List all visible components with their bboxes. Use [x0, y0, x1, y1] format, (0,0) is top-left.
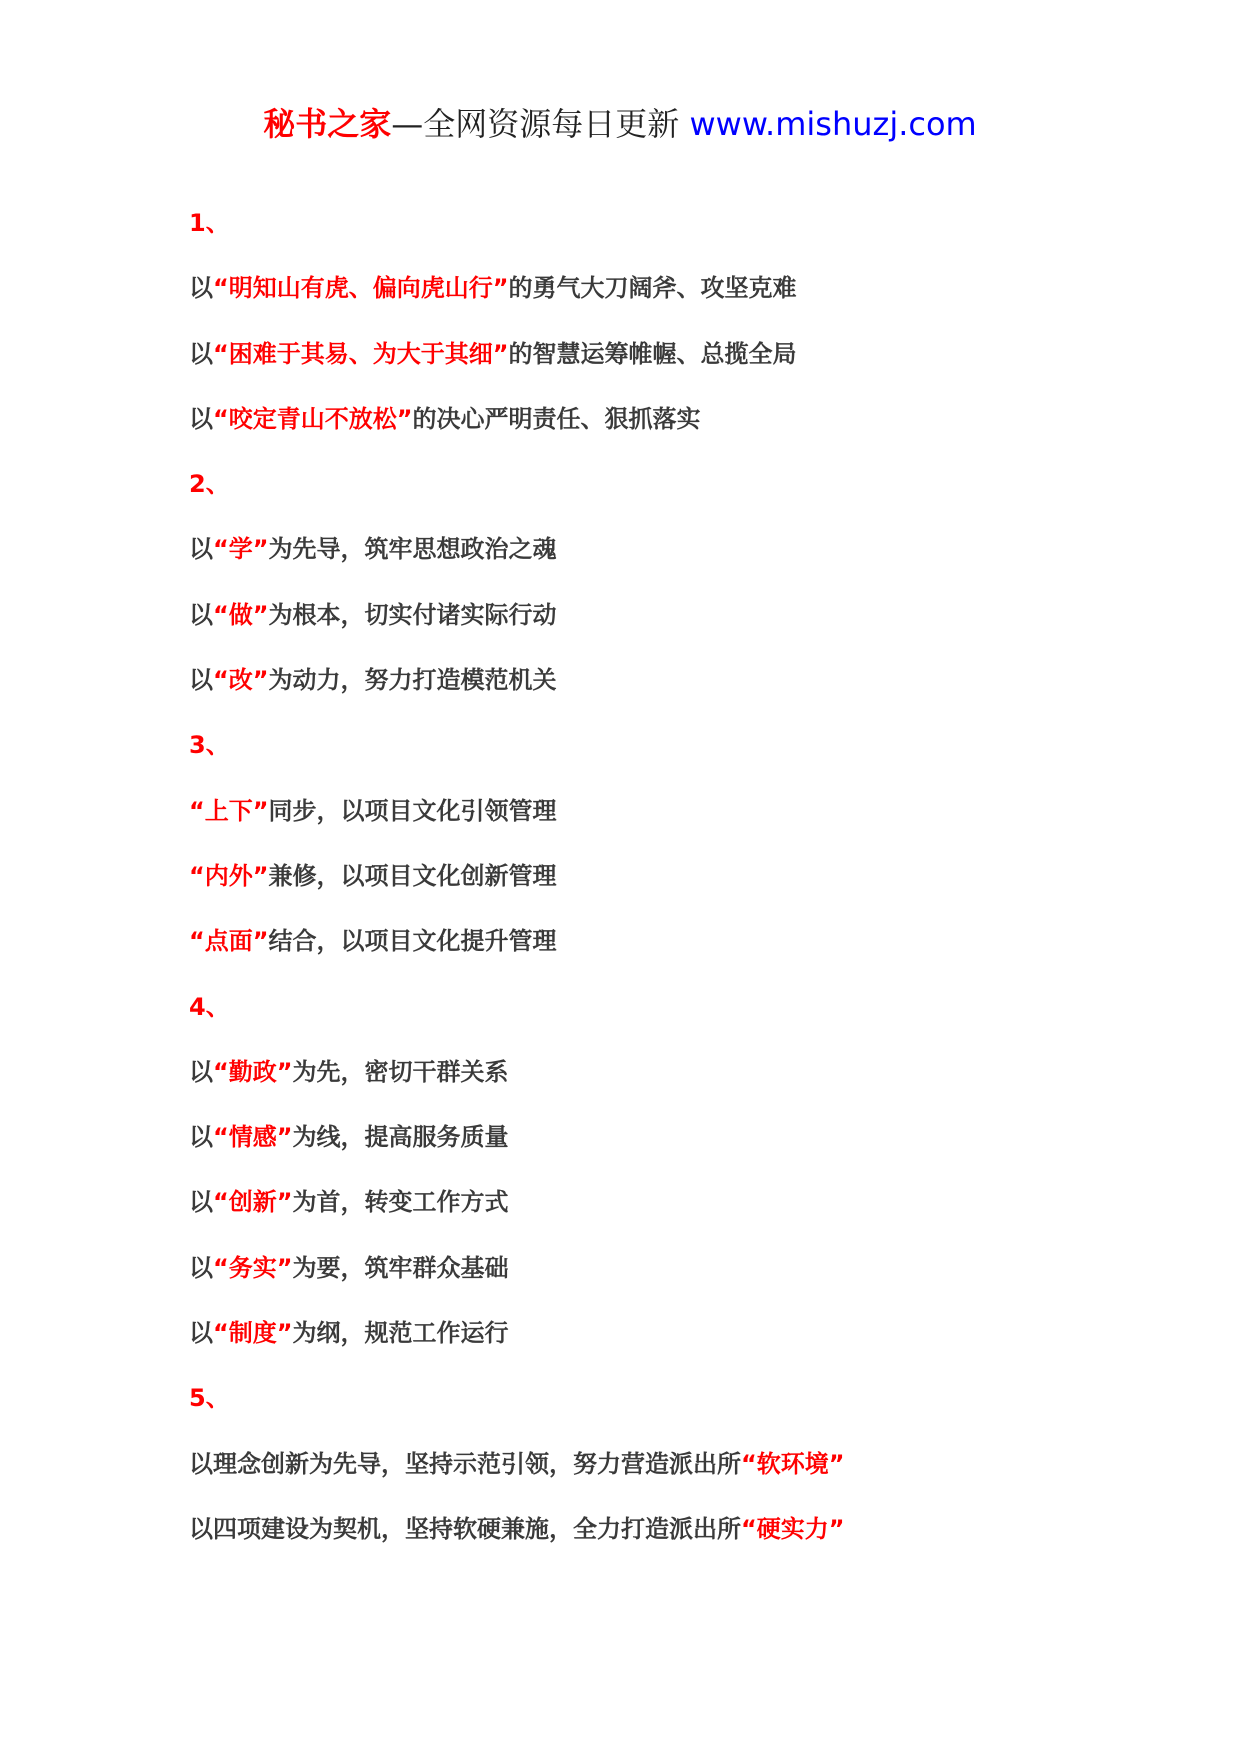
line-highlight: “务实”: [213, 1253, 293, 1282]
line-highlight: “创新”: [213, 1188, 293, 1217]
line-highlight: “改”: [213, 666, 269, 695]
document-body: [189, 205, 1189, 1576]
line-prefix: 以理念创新为先导，坚持示范引领，努力营造派出所: [189, 1449, 741, 1478]
line-suffix: 结合，以项目文化提升管理: [268, 927, 557, 956]
line-prefix: 以: [189, 600, 213, 629]
list-item: [189, 1054, 1189, 1119]
line-prefix: 以: [189, 339, 213, 368]
section-number: 3、: [189, 731, 230, 760]
list-item: [189, 1119, 1189, 1184]
line-suffix: 同步，以项目文化引领管理: [268, 796, 557, 825]
line-prefix: 以: [189, 535, 213, 564]
list-item: [189, 1315, 1189, 1380]
list-item: [189, 1511, 1189, 1576]
line-suffix: 为根本，切实付诸实际行动: [268, 600, 557, 629]
section-number: 1、: [189, 209, 230, 237]
line-prefix: 以: [189, 1188, 213, 1217]
line-highlight: “困难于其易、为大于其细”: [213, 339, 509, 368]
brand-name: 秘书之家: [263, 105, 392, 143]
line-suffix: 为首，转变工作方式: [292, 1188, 509, 1217]
line-highlight: “情感”: [213, 1123, 293, 1152]
site-url[interactable]: www.mishuzj.com: [689, 105, 977, 143]
line-highlight: “硬实力”: [741, 1514, 845, 1543]
header-slogan: —全网资源每日更新: [391, 105, 680, 143]
line-prefix: 以: [189, 1319, 213, 1348]
list-item: [189, 1250, 1189, 1315]
line-suffix: 为先导，筑牢思想政治之魂: [268, 535, 557, 564]
line-highlight: “上下”: [189, 796, 269, 825]
section-number: 2、: [189, 470, 230, 499]
line-prefix: 以: [189, 666, 213, 695]
section-number: 5、: [189, 1384, 230, 1413]
list-item: [189, 1446, 1189, 1511]
line-suffix: 为要，筑牢群众基础: [292, 1253, 509, 1282]
line-highlight: “内外”: [189, 861, 269, 890]
line-suffix: 为先，密切干群关系: [292, 1057, 509, 1086]
line-highlight: “软环境”: [741, 1449, 845, 1478]
line-highlight: “明知山有虎、偏向虎山行”: [213, 274, 509, 303]
line-prefix: 以四项建设为契机，坚持软硬兼施，全力打造派出所: [189, 1514, 741, 1543]
section-number: 4、: [189, 992, 230, 1021]
line-suffix: 为动力，努力打造模范机关: [268, 666, 557, 695]
list-item: [189, 336, 1189, 401]
line-highlight: “制度”: [213, 1319, 293, 1348]
line-suffix: 的决心严明责任、狠抓落实: [412, 404, 701, 433]
line-highlight: “学”: [213, 535, 269, 564]
list-item: [189, 597, 1189, 662]
list-item: [189, 858, 1189, 923]
list-item: [189, 923, 1189, 988]
page-header: [0, 102, 1240, 146]
list-item: [189, 662, 1189, 727]
line-highlight: “点面”: [189, 927, 269, 956]
line-suffix: 为线，提高服务质量: [292, 1123, 509, 1152]
list-item: [189, 401, 1189, 466]
list-item: [189, 270, 1189, 335]
line-prefix: 以: [189, 1253, 213, 1282]
line-highlight: “勤政”: [213, 1057, 293, 1086]
line-suffix: 为纲，规范工作运行: [292, 1319, 509, 1348]
line-suffix: 的智慧运筹帷幄、总揽全局: [508, 339, 797, 368]
line-prefix: 以: [189, 1123, 213, 1152]
line-prefix: 以: [189, 1057, 213, 1086]
line-highlight: “咬定青山不放松”: [213, 404, 413, 433]
line-suffix: 兼修，以项目文化创新管理: [268, 861, 557, 890]
line-prefix: 以: [189, 274, 213, 303]
line-highlight: “做”: [213, 600, 269, 629]
list-item: [189, 531, 1189, 596]
list-item: [189, 793, 1189, 858]
list-item: [189, 1184, 1189, 1249]
line-prefix: 以: [189, 404, 213, 433]
line-suffix: 的勇气大刀阔斧、攻坚克难: [508, 274, 797, 303]
